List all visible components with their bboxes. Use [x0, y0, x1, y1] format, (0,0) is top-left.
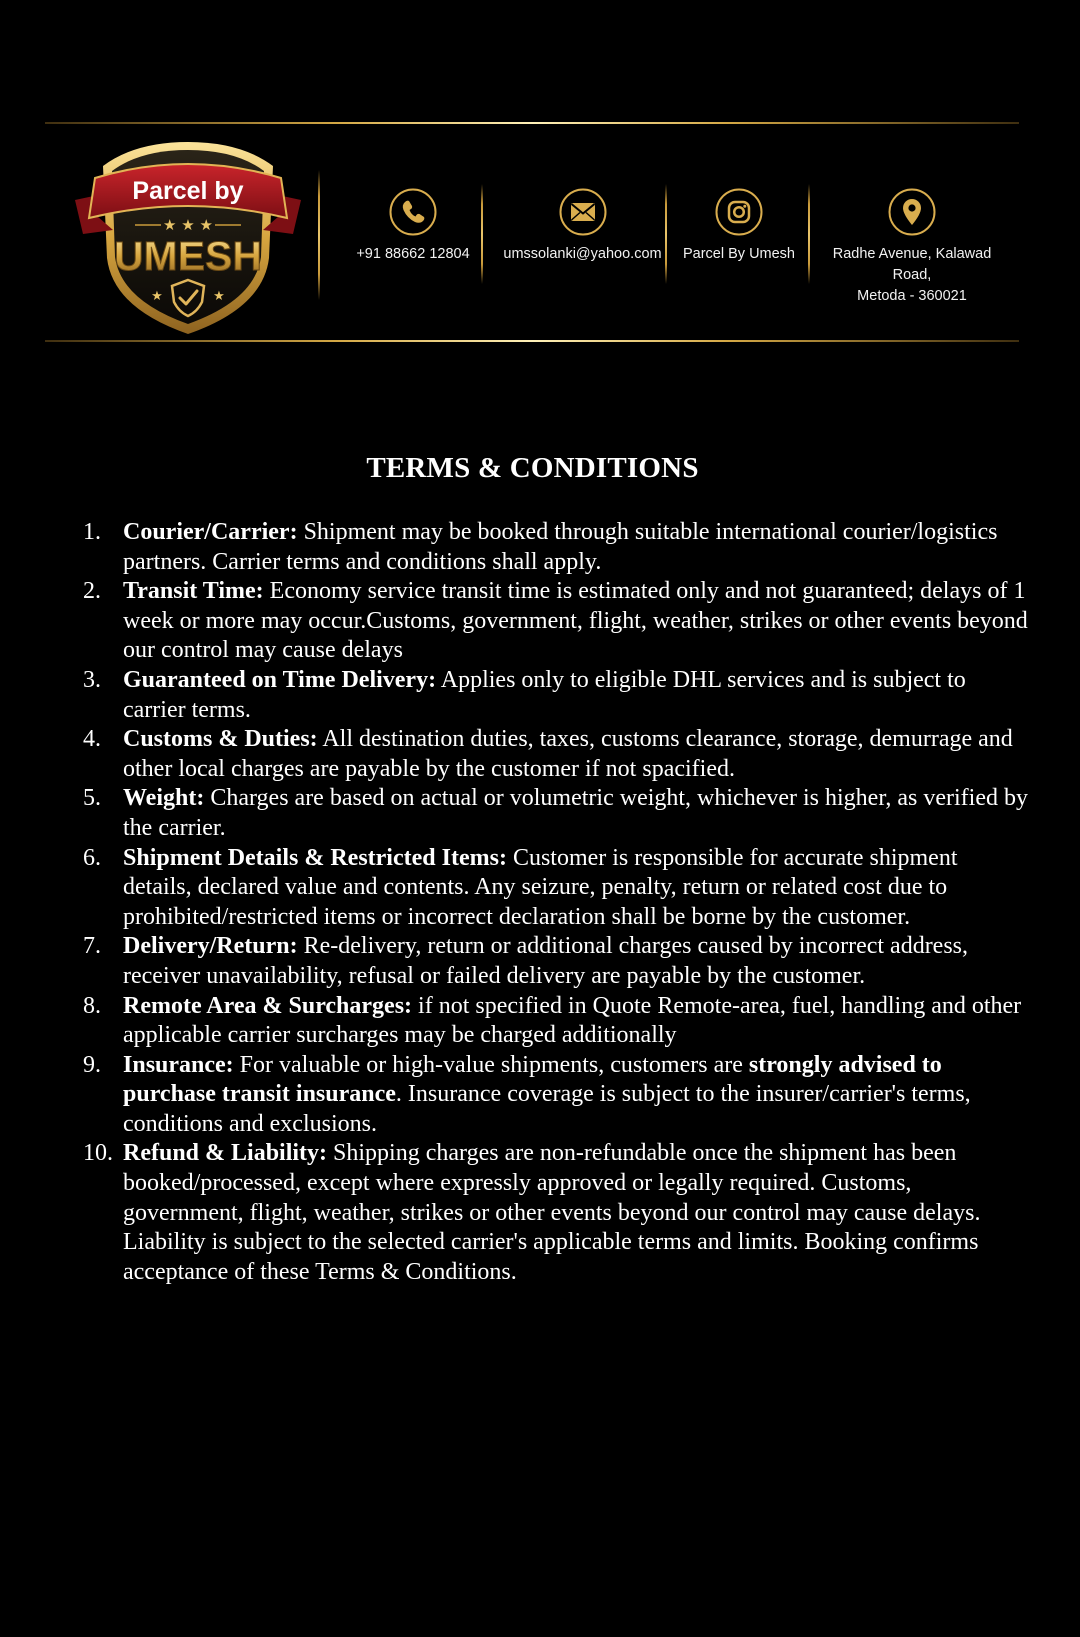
svg-text:★ ★ ★: ★ ★ ★ — [163, 216, 213, 234]
contact-email[interactable] — [485, 188, 680, 265]
term-text: Charges are based on actual or volumetric weight, whichever is higher, as verified by the carrier. — [123, 785, 1028, 841]
term-item — [70, 725, 1030, 784]
term-heading: Transit Time: — [123, 578, 264, 605]
terms-list — [70, 518, 1030, 1287]
address-line-1: Radhe Avenue, Kalawad Road, — [832, 246, 992, 283]
term-text: . Insurance coverage is subject to the insurer/carrier's terms, conditions and exclusions. — [123, 1081, 971, 1137]
term-text: Economy service transit time is estimated only and not guaranteed; delays of 1 week or more may occur.Customs, government, flight, weather, strikes or other events beyond our control may cause delays — [123, 578, 1028, 664]
term-number: 6. — [83, 844, 101, 871]
term-item — [70, 666, 1030, 725]
contact-divider-1 — [481, 184, 483, 284]
contact-instagram[interactable] — [669, 188, 809, 265]
term-text: Customer is responsible for accurate shipment details, declared value and contents. Any seizure, penalty, return or related cost due to prohibited/restricted items or incorrect declaration shall be borne by the customer. — [123, 844, 958, 930]
term-text: Re-delivery, return or additional charges caused by incorrect address, receiver unavailability, refusal or failed delivery are payable by the customer. — [123, 933, 969, 989]
term-heading: Weight: — [123, 785, 205, 812]
page-title: TERMS & CONDITIONS — [366, 452, 699, 484]
term-number: 9. — [83, 1051, 101, 1078]
instagram-icon — [715, 188, 763, 236]
term-item — [70, 992, 1030, 1051]
bottom-gold-divider — [45, 340, 1019, 342]
term-heading: Remote Area & Surcharges: — [123, 992, 413, 1019]
term-heading: Insurance: — [123, 1051, 234, 1078]
term-heading: Courier/Carrier: — [123, 519, 298, 545]
contact-address — [812, 188, 1012, 307]
term-item — [70, 577, 1030, 666]
term-text: if not specified in Quote Remote-area, fuel, handling and other applicable carrier surcharges may be charged additionally — [123, 992, 1022, 1049]
term-text: For valuable or high-value shipments, customers are — [233, 1051, 749, 1078]
term-number: 3. — [83, 666, 101, 693]
parcel-by-umesh-logo — [73, 138, 303, 338]
term-item — [70, 844, 1030, 933]
term-heading: Customs & Duties: — [123, 726, 318, 753]
term-item — [70, 1051, 1030, 1140]
location-pin-icon — [888, 188, 936, 236]
svg-text:★: ★ — [213, 289, 225, 304]
term-heading: Refund & Liability: — [123, 1140, 328, 1167]
phone-icon — [389, 188, 437, 236]
logo-name-text: UMESH — [113, 233, 263, 279]
phone-number: +91 88662 12804 — [356, 246, 470, 262]
email-address: umssolanki@yahoo.com — [503, 246, 662, 262]
top-gold-divider — [45, 122, 1019, 124]
term-number: 5. — [83, 785, 101, 812]
contact-phone[interactable] — [338, 188, 488, 265]
svg-text:★: ★ — [151, 289, 163, 304]
term-text: Shipment may be booked through suitable international courier/logistics partners. Carrier terms and conditions shall apply. — [123, 519, 998, 575]
logo-top-text: Parcel by — [132, 177, 244, 205]
term-text: All destination duties, taxes, customs clearance, storage, demurrage and other local charges are payable by the customer if not spacified. — [123, 726, 1013, 782]
term-number: 8. — [83, 992, 101, 1019]
logo-divider — [318, 170, 320, 300]
term-number: 1. — [83, 519, 101, 545]
term-text: Applies only to eligible DHL services and is subject to carrier terms. — [123, 666, 966, 723]
term-item — [70, 518, 1030, 577]
term-emphasis: strongly advised to purchase transit insurance — [123, 1051, 942, 1108]
term-number: 4. — [83, 726, 101, 753]
term-item — [70, 784, 1030, 843]
mail-icon — [559, 188, 607, 236]
term-number: 2. — [83, 578, 101, 605]
term-heading: Delivery/Return: — [123, 933, 298, 960]
term-item — [70, 1139, 1030, 1287]
instagram-handle: Parcel By Umesh — [682, 246, 795, 262]
term-text: Shipping charges are non-refundable once the shipment has been booked/processed, except where expressly approved or legally required. Customs, government, flight, weather, strikes or other events beyond our control may cause delays. Liability is subject to the selected carrier's applicable terms and limits. Booking confirms acceptance of these Terms & Conditions. — [123, 1140, 981, 1285]
term-number: 7. — [83, 933, 101, 960]
term-heading: Guaranteed on Time Delivery: — [123, 666, 437, 693]
header-band — [45, 122, 1019, 342]
term-number: 10. — [83, 1140, 113, 1167]
contact-divider-3 — [808, 184, 810, 284]
address-line-2: Metoda - 360021 — [857, 288, 967, 304]
term-heading: Shipment Details & Restricted Items: — [123, 844, 507, 871]
term-item — [70, 932, 1030, 991]
contact-divider-2 — [665, 184, 667, 284]
